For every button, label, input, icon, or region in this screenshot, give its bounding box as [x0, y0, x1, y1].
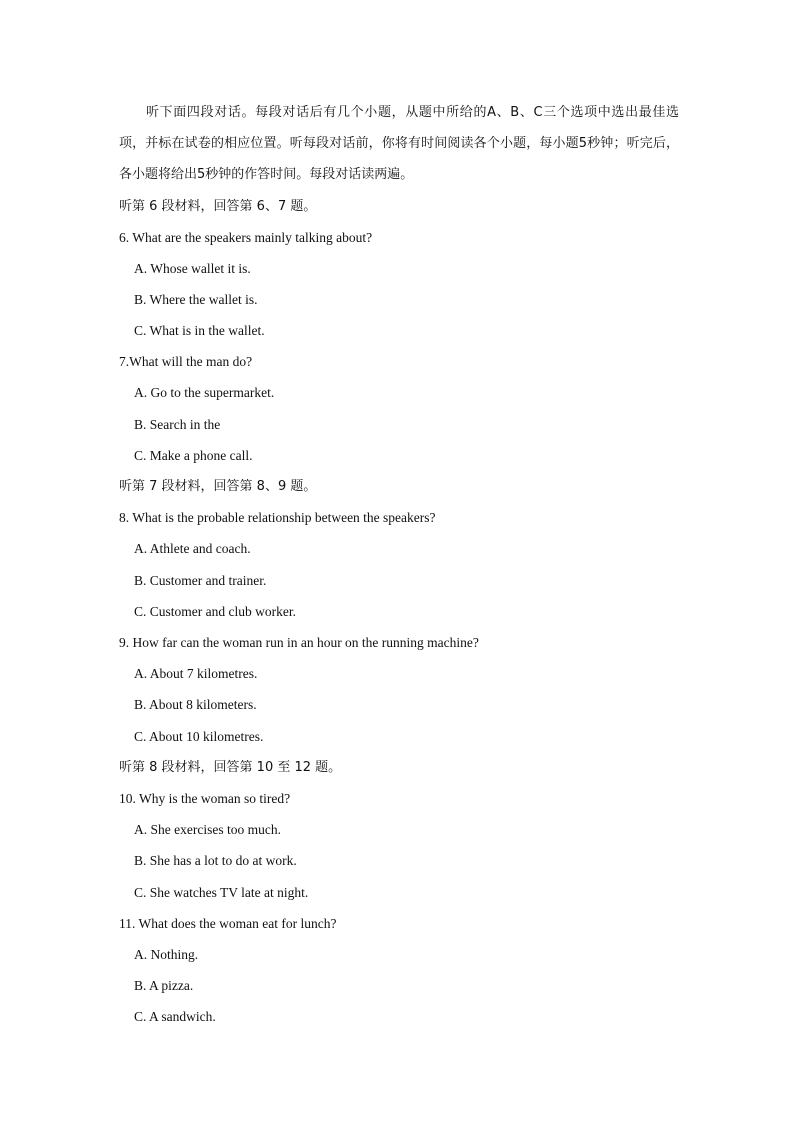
answer-option: A. Nothing.	[134, 947, 199, 962]
answer-option: B. Where the wallet is.	[134, 292, 258, 307]
answer-option: B. Customer and trainer.	[134, 573, 267, 588]
answer-option: B. Search in the	[134, 417, 221, 432]
question-stem: 10. Why is the woman so tired?	[119, 791, 291, 806]
question-stem: 9. How far can the woman run in an hour on the running machine?	[119, 635, 479, 650]
answer-option: A. She exercises too much.	[134, 822, 281, 837]
answer-option: A. About 7 kilometres.	[134, 666, 258, 681]
answer-option: A. Go to the supermarket.	[134, 385, 275, 400]
question-stem: 8. What is the probable relationship between the speakers?	[119, 510, 436, 525]
answer-option: B. She has a lot to do at work.	[134, 853, 297, 868]
answer-option: A. Athlete and coach.	[134, 541, 251, 556]
question-stem: 6. What are the speakers mainly talking about?	[119, 230, 373, 245]
answer-option: B. About 8 kilometers.	[134, 697, 257, 712]
answer-option: C. About 10 kilometres.	[134, 729, 264, 744]
question-stem: 11. What does the woman eat for lunch?	[119, 916, 337, 931]
answer-option: C. She watches TV late at night.	[134, 885, 309, 900]
answer-option: C. Customer and club worker.	[134, 604, 296, 619]
section-heading: 听第 6 段材料，回答第 6、7 题。	[119, 199, 317, 214]
answer-option: B. A pizza.	[134, 978, 194, 993]
section-heading: 听第 7 段材料，回答第 8、9 题。	[119, 479, 317, 494]
answer-option: C. A sandwich.	[134, 1009, 216, 1024]
section-heading: 听第 8 段材料，回答第 10 至 12 题。	[119, 760, 342, 775]
listening-instructions: 听下面四段对话。每段对话后有几个小题，从题中所给的A、B、C三个选项中选出最佳选项，并标在试卷的相应位置。听每段对话前，你将有时间阅读各个小题，每小题5秒钟；听完后，各小题将给出5秒钟的作答时间。每段对话读两遍。	[119, 105, 679, 183]
question-stem: 7.What will the man do?	[119, 354, 253, 369]
answer-option: C. Make a phone call.	[134, 448, 253, 463]
answer-option: C. What is in the wallet.	[134, 323, 265, 338]
answer-option: A. Whose wallet it is.	[134, 261, 251, 276]
